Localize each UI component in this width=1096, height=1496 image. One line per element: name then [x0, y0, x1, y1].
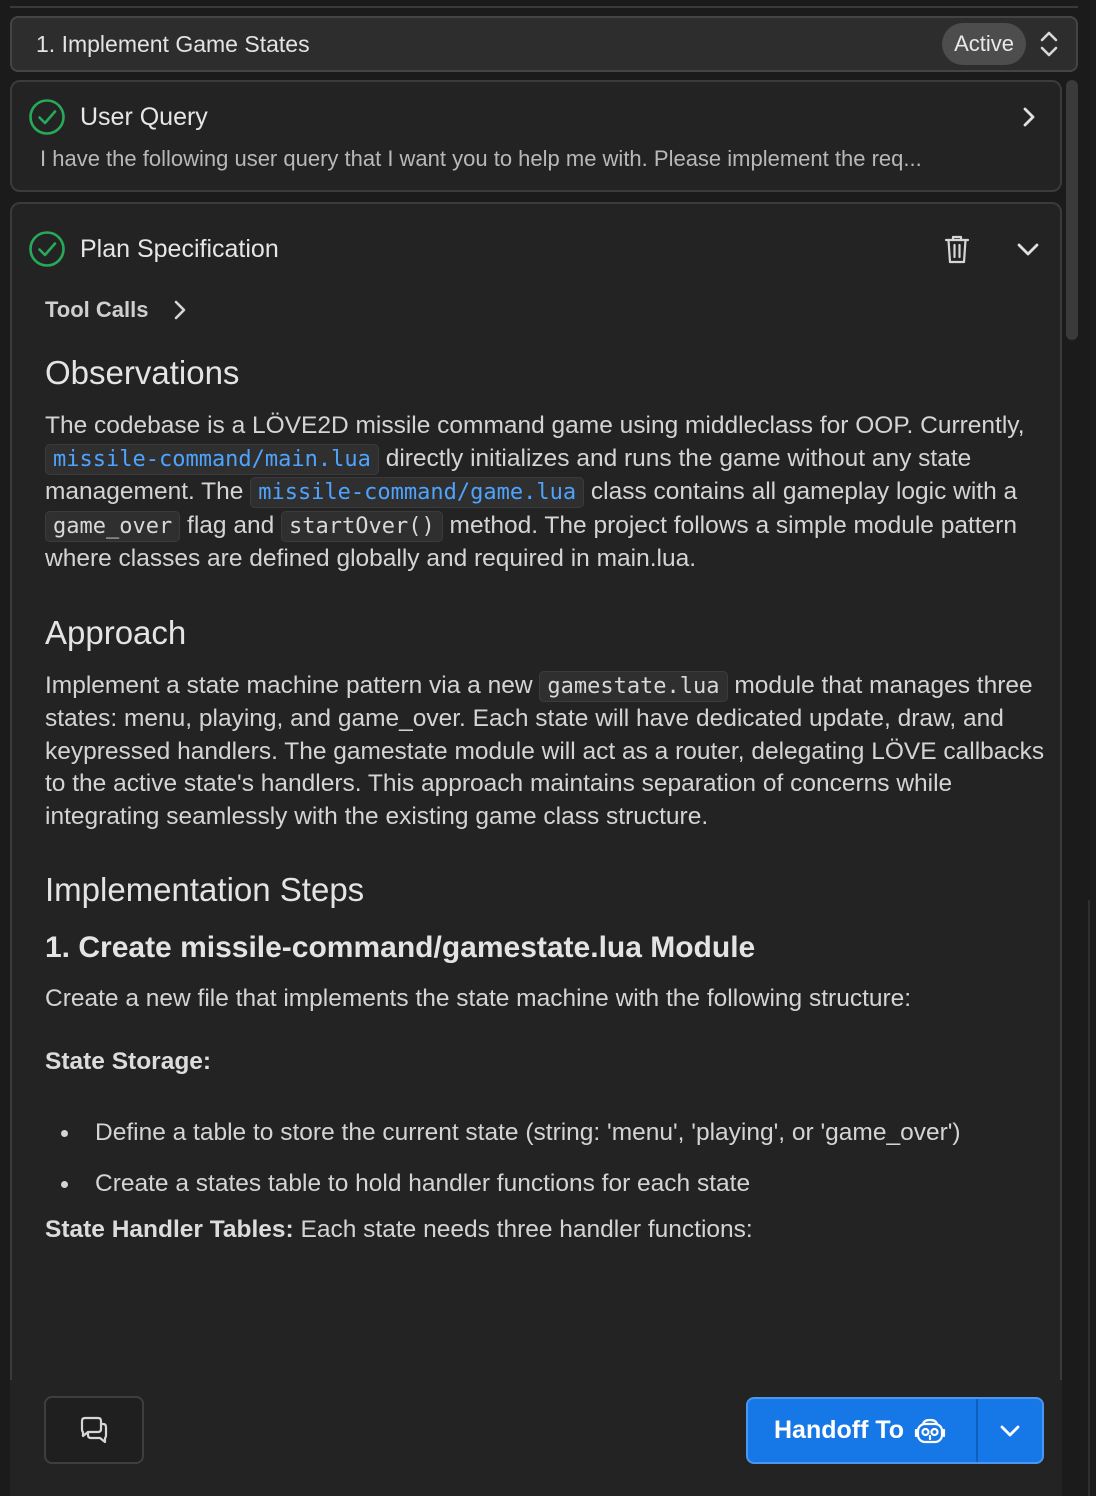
- state-storage-list: [61, 1116, 1045, 1200]
- list-item: Create a states table to hold handler functions for each state: [61, 1167, 1045, 1200]
- inline-code: game_over: [45, 511, 180, 542]
- status-badge: Active: [942, 23, 1026, 65]
- tool-calls-toggle[interactable]: [45, 292, 1045, 328]
- implementation-steps-heading: Implementation Steps: [45, 871, 365, 908]
- inline-code: gamestate.lua: [539, 671, 727, 702]
- chevron-up-down-icon[interactable]: [1036, 27, 1062, 61]
- top-divider: [10, 6, 1078, 8]
- chevron-right-icon: [169, 299, 191, 321]
- tool-calls-label: Tool Calls: [45, 297, 149, 322]
- handoff-button[interactable]: [748, 1399, 976, 1462]
- scrollbar-thumb[interactable]: [1066, 80, 1078, 340]
- trash-icon[interactable]: [942, 233, 972, 265]
- handoff-split-button: [746, 1397, 1044, 1464]
- user-query-preview: I have the following user query that I want you to help me with. Please implement the req...: [40, 146, 922, 171]
- panel-edge: [1088, 900, 1090, 1496]
- user-query-card[interactable]: [10, 80, 1062, 192]
- approach-paragraph: Implement a state machine pattern via a new gamestate.lua module that manages three states: menu, playing, and game_over. Each state will have dedicated update, draw, and keypressed handlers. The gamestate module will act as a router, delegating LÖVE callbacks to the active state's handlers. This approach maintains separation of concerns while integrating seamlessly with the existing game class structure.: [45, 671, 1045, 830]
- user-query-title: User Query: [80, 102, 208, 131]
- observations-heading: Observations: [45, 354, 240, 391]
- phase-selector[interactable]: [10, 16, 1078, 72]
- chevron-down-icon: [999, 1420, 1021, 1442]
- robot-icon: [914, 1415, 946, 1447]
- inline-code: startOver(): [281, 511, 443, 542]
- handoff-menu-button[interactable]: [978, 1399, 1042, 1462]
- chat-bubbles-icon: [78, 1415, 110, 1445]
- chevron-down-icon[interactable]: [1016, 237, 1040, 261]
- step-1-heading: 1. Create missile-command/gamestate.lua Module: [45, 931, 756, 964]
- comment-button[interactable]: [44, 1396, 144, 1464]
- plan-specification-card: [10, 202, 1062, 1492]
- state-handler-paragraph: State Handler Tables: Each state needs three handler functions:: [45, 1216, 753, 1243]
- approach-heading: Approach: [45, 613, 187, 651]
- step-1-intro: Create a new file that implements the state machine with the following structure:: [45, 985, 912, 1012]
- file-link-main-lua[interactable]: missile-command/main.lua: [45, 444, 379, 475]
- phase-title: 1. Implement Game States: [36, 30, 310, 57]
- file-link-game-lua[interactable]: missile-command/game.lua: [250, 477, 584, 508]
- list-item: Define a table to store the current state (string: 'menu', 'playing', or 'game_over'): [61, 1116, 1045, 1149]
- plan-title: Plan Specification: [80, 234, 279, 263]
- chevron-right-icon[interactable]: [1018, 106, 1040, 128]
- handoff-label: Handoff To: [774, 1416, 905, 1444]
- check-circle-icon: [28, 230, 66, 268]
- observations-paragraph: The codebase is a LÖVE2D missile command game using middleclass for OOP. Currently, missile-command/main.lua directly initializes and runs the game without any state management. The missile-command/game.lua class contains all gameplay logic with a game_over flag and startOver() method. The project follows a simple module pattern where classes are defined globally and required in main.lua.: [45, 412, 1025, 572]
- state-storage-label: State Storage:: [45, 1047, 212, 1075]
- check-circle-icon: [28, 98, 66, 136]
